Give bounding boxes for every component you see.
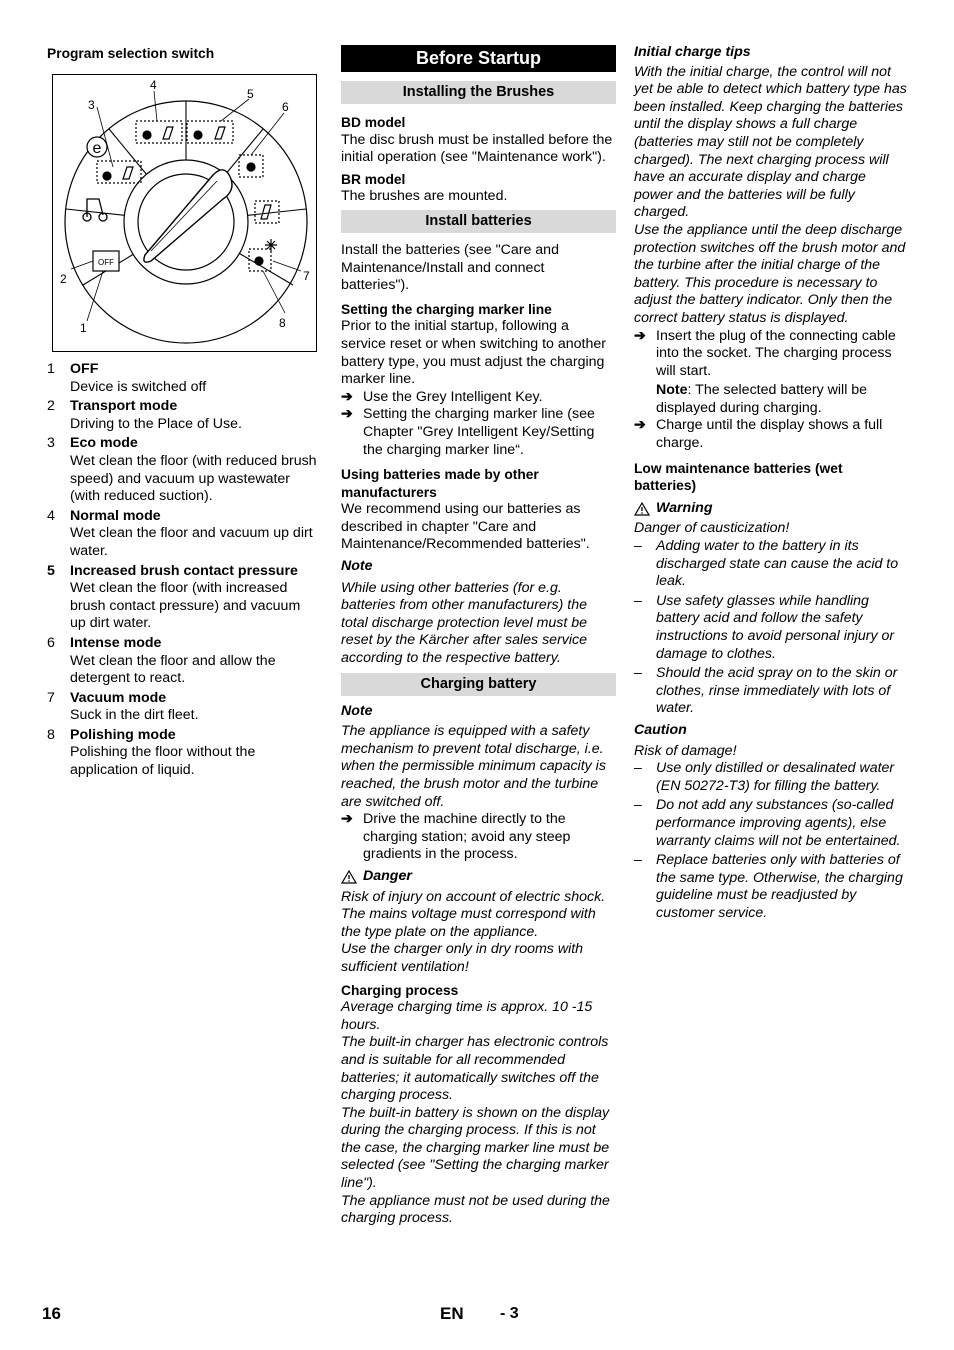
legend-num: 1 [47,361,55,377]
marker-step-text: Use the Grey Intelligent Key. [363,388,543,405]
danger-heading [341,868,616,886]
legend-desc: Device is switched off [70,378,207,395]
charging-process-text: The built-in battery is shown on the display during the charging process. If this is not the case, the charging marker line must be selected (see "Setting the charging marker line"). [341,1104,610,1192]
legend-desc: Suck in the dirt fleet. [70,707,199,724]
program-switch-diagram [53,75,316,351]
charge-step [634,417,908,452]
arrow-icon: ➔ [634,417,646,434]
legend-num: 5 [47,562,55,579]
eco-mode-icon [97,161,141,183]
right-column [634,40,908,923]
subsection-install-batteries: Install batteries [341,210,616,233]
legend-item [47,727,319,780]
legend-item [47,508,319,561]
note-text: : The selected battery will be displayed during charging. [656,382,868,416]
eco-e-icon [87,137,107,157]
legend-desc: Wet clean the floor (with reduced brush speed) and vacuum up wastewater (with reduced suction). [70,452,317,505]
low-maintenance-heading: Low maintenance batteries (wet batteries) [634,460,843,494]
callout-4: 4 [150,78,157,92]
legend-item [47,635,319,688]
br-model-text: The brushes are mounted. [341,188,508,205]
legend-desc: Wet clean the floor and allow the detergent to react. [70,652,276,687]
initial-charge-heading: Initial charge tips [634,44,751,60]
caution-item-text: Replace batteries only with batteries of the same type. Otherwise, the charging guideline must be readjusted by customer service. [656,852,903,921]
normal-mode-icon [136,121,182,143]
legend-item [47,361,319,396]
warning-item: – Should the acid spray on to the skin or clothes, rinse immediately with lots of water. [634,665,908,718]
warning-text: Danger of causticization! [634,520,790,537]
off-label: OFF [98,258,114,267]
install-batteries-text: Install the batteries (see "Care and Maintenance/Install and connect batteries"). [341,241,559,294]
charge-step-text: Charge until the display shows a full charge. [656,417,883,452]
legend-desc: Wet clean the floor (with increased brush contact pressure) and vacuum up dirt water. [70,580,301,632]
legend-item [47,563,319,633]
callout-2: 2 [60,272,67,286]
page-number: 16 [42,1304,61,1323]
arrow-icon: ➔ [341,388,353,405]
arrow-icon: ➔ [634,327,646,344]
legend-item [47,398,319,433]
warning-item: – Use safety glasses while handling battery acid and follow the safety instructions to avoid personal injury or damage to clothes. [634,593,908,663]
intense-mode-icon [239,155,263,177]
caution-item: – Replace batteries only with batteries of the same type. Otherwise, the charging guideline must be readjusted by customer service. [634,852,908,922]
off-icon [93,251,119,271]
caution-item: – Do not add any substances (so-called performance improving agents), else warranty claims will not be entertained. [634,797,908,850]
legend-num: 4 [47,507,55,524]
legend-title: Eco mode [70,435,138,452]
legend-num: 2 [47,398,55,415]
note-text: The appliance is equipped with a safety mechanism to prevent total discharge, i.e. when the permissible minimum capacity is reached, the brush motor and the turbine are switched off. [341,723,606,810]
caution-item-text: Use only distilled or desalinated water (EN 50272-T3) for filling the battery. [656,760,895,794]
warning-triangle-icon [634,502,650,516]
legend-desc: Polishing the floor without the application of liquid. [70,744,256,779]
bd-model-heading: BD model [341,115,406,130]
callout-1: 1 [80,321,87,335]
marker-step [341,389,616,407]
brush-pressure-icon [187,121,233,143]
initial-charge-text: Use the appliance until the deep discharge protection switches off the brush motor and the turbine after the initial charge of the battery. This procedure is necessary to adjust the battery indicator. Only then the correct battery status is displayed. [634,221,906,326]
callout-6: 6 [282,100,289,114]
callout-7: 7 [303,269,310,283]
charging-step [341,811,616,864]
caution-label: Caution [634,721,687,738]
legend-num: 6 [47,634,55,651]
transport-mode-icon [83,199,107,221]
caution-item: – Use only distilled or desalinated water (EN 50272-T3) for filling the battery. [634,760,908,795]
charging-process-text: The appliance must not be used during the charging process. [341,1192,610,1227]
legend-num: 8 [47,726,55,743]
legend-item [47,690,319,725]
program-switch-figure [52,74,317,352]
charging-process-text: Average charging time is approx. 10 -15 hours. [341,999,593,1033]
warning-heading [634,500,908,518]
language-code: EN [440,1304,464,1323]
legend-title: Polishing mode [70,726,176,743]
legend-desc: Wet clean the floor and vacuum up dirt water. [70,525,313,559]
charge-step-text: Insert the plug of the connecting cable into the socket. The charging process will start. [656,327,896,379]
note-label: Note [341,702,373,719]
warning-triangle-icon [341,870,357,884]
legend-list [47,359,319,782]
marker-line-text: Prior to the initial startup, following a service reset or when switching to another battery type, you must adjust the charging marker line. [341,318,606,388]
legend-title: Transport mode [70,398,178,415]
marker-step-text: Setting the charging marker line (see Chapter "Grey Intelligent Key/Setting the charging marker line“. [363,406,595,458]
legend-item [47,435,319,505]
danger-text: Risk of injury on account of electric shock. The mains voltage must correspond with the type plate on the appliance. [341,888,606,940]
charging-step-text: Drive the machine directly to the charging station; avoid any steep gradients in the process. [363,811,571,863]
eco-e-label: e [92,140,102,157]
figure-heading: Program selection switch [47,46,215,61]
legend-num: 7 [47,689,55,706]
warning-item-text: Use safety glasses while handling battery acid and follow the safety instructions to avoid personal injury or damage to clothes. [656,592,895,662]
other-batteries-text: We recommend using our batteries as described in chapter "Care and Maintenance/Recommended batteries". [341,501,590,553]
legend-title: Intense mode [70,634,162,651]
danger-text: Use the charger only in dry rooms with sufficient ventilation! [341,941,584,975]
subsection-installing-brushes: Installing the Brushes [341,81,616,104]
charging-process-text: The built-in charger has electronic controls and is suitable for all recommended batteries; it automatically switches off the charging process. [341,1034,609,1104]
charging-process-heading: Charging process [341,982,459,998]
sub-page-number: - 3 [500,1305,519,1322]
callout-3: 3 [88,98,95,112]
warning-item-text: Should the acid spray on to the skin or clothes, rinse immediately with lots of water. [656,665,898,717]
charge-step [634,328,908,418]
br-model-heading: BR model [341,171,406,187]
caution-item-text: Do not add any substances (so-called performance improving agents), else warranty claims will not be entertained. [656,797,901,849]
warning-label: Warning [656,499,713,516]
marker-step [341,406,616,459]
note-label: Note [656,382,688,399]
other-batteries-heading: Using batteries made by other manufacturers [341,467,539,500]
callout-8: 8 [279,316,286,330]
note-text: While using other batteries (for e.g. batteries from other manufacturers) the total discharge protection level must be reset by the Kärcher after sales service according to the respective battery. [341,579,588,667]
legend-desc: Driving to the Place of Use. [70,415,242,432]
legend-title: OFF [70,361,99,377]
bd-model-text: The disc brush must be installed before the initial operation (see "Maintenance work"). [341,131,613,166]
left-column [47,40,319,63]
callout-5: 5 [247,87,254,101]
warning-item-text: Adding water to the battery in its discharged state can cause the acid to leak. [656,538,899,590]
note-label: Note [341,558,373,575]
polishing-mode-icon [249,239,277,271]
arrow-icon: ➔ [341,811,353,828]
legend-title: Vacuum mode [70,689,167,706]
middle-column [341,40,616,1228]
marker-line-heading: Setting the charging marker line [341,301,552,317]
subsection-charging-battery: Charging battery [341,673,616,696]
legend-num: 3 [47,435,55,452]
legend-title: Increased brush contact pressure [70,562,298,579]
warning-item: – Adding water to the battery in its discharged state can cause the acid to leak. [634,538,908,591]
caution-text: Risk of damage! [634,742,737,759]
section-title: Before Startup [341,45,616,72]
danger-label: Danger [363,867,412,884]
initial-charge-text: With the initial charge, the control will not yet be able to detect which battery type has been installed. Keep charging the batteries until the display shows a full charge (batteries may still not be completely charged). The next charging process will have an accurate display and charge power and the batteries will be fully charged. [634,63,907,221]
arrow-icon: ➔ [341,406,353,423]
legend-title: Normal mode [70,507,161,524]
